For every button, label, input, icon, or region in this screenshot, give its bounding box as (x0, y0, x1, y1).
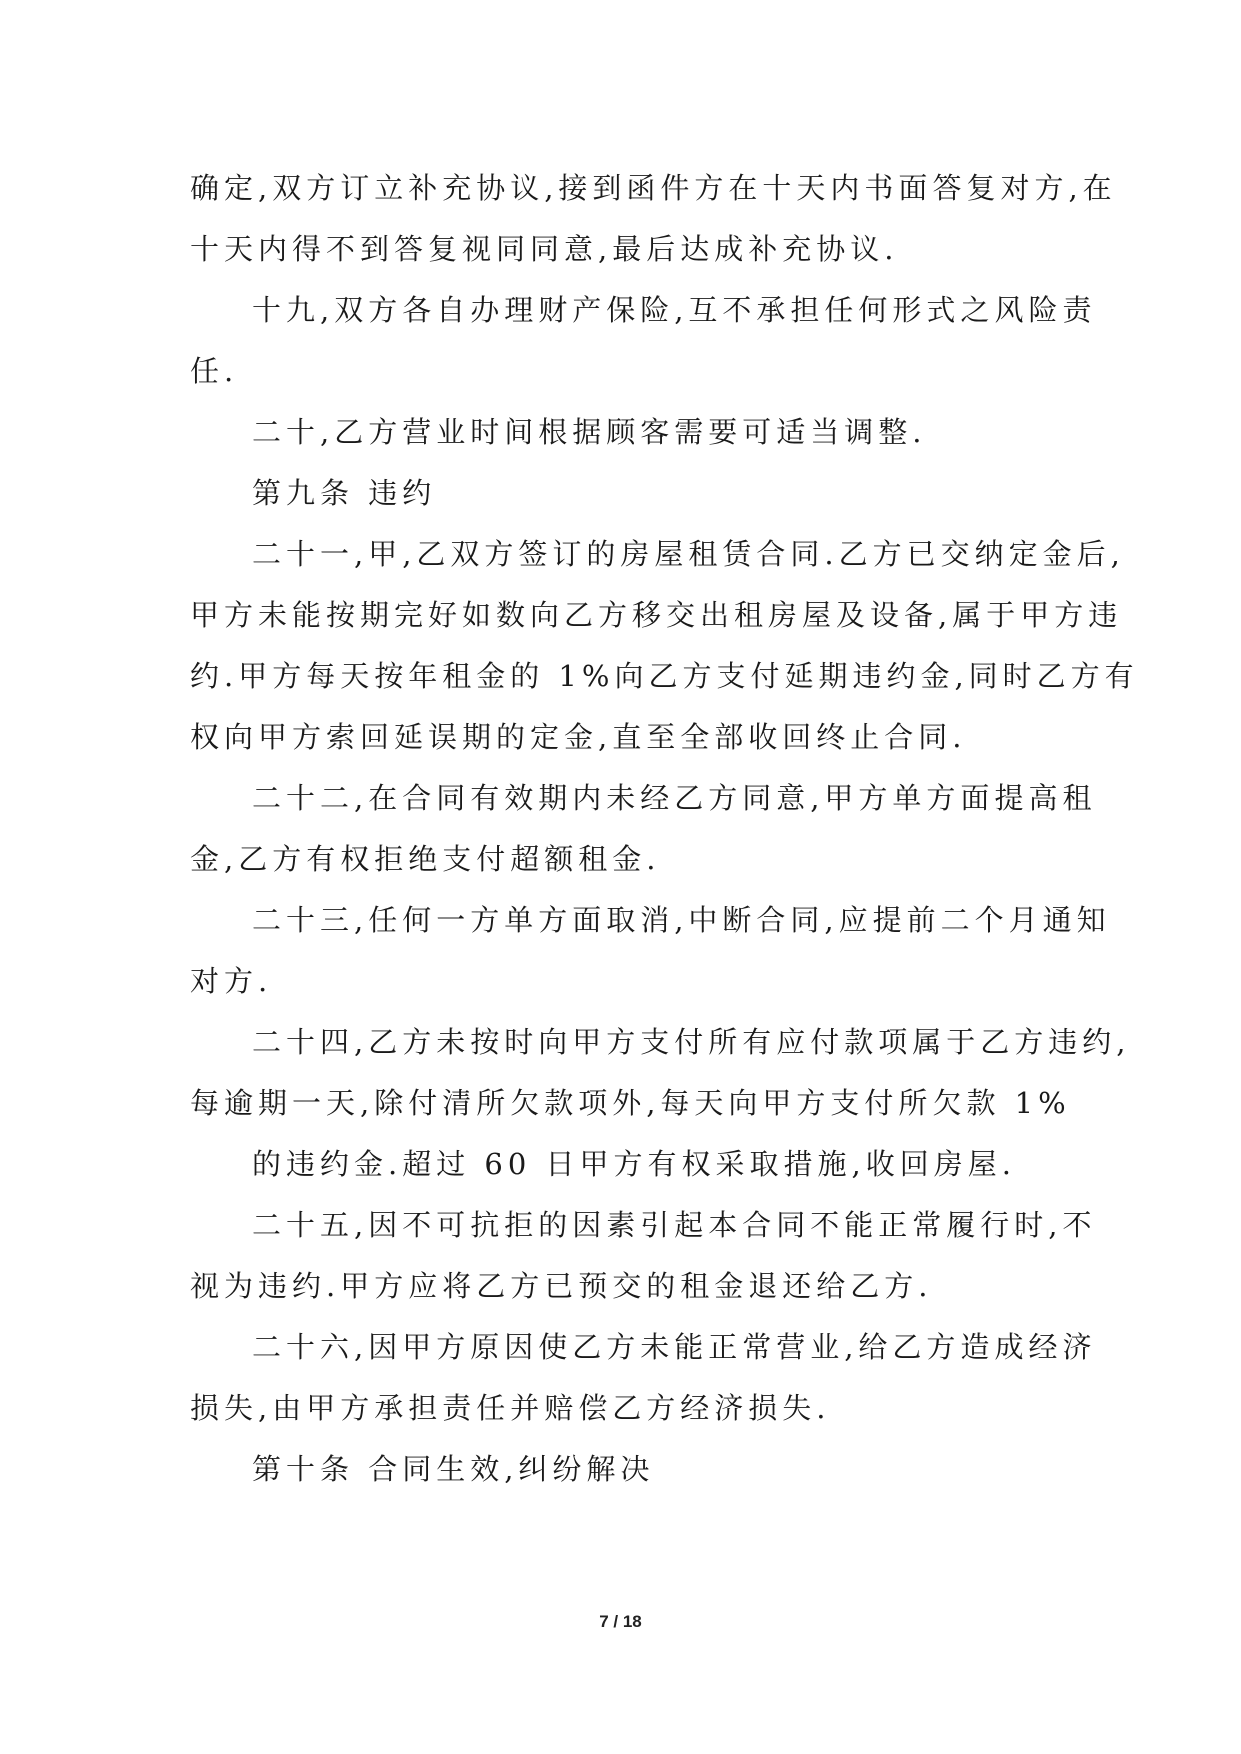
text-line: 甲方未能按期完好如数向乙方移交出租房屋及设备,属于甲方违 (190, 598, 1123, 632)
text-line: 二十二,在合同有效期内未经乙方同意,甲方单方面提高租 (252, 781, 1097, 815)
document-body (190, 158, 1139, 1500)
section-heading: 第十条 合同生效,纠纷解决 (252, 1452, 655, 1486)
text-line: 二十,乙方营业时间根据顾客需要可适当调整. (252, 415, 927, 449)
text-line: 二十六,因甲方原因使乙方未能正常营业,给乙方造成经济 (252, 1330, 1097, 1364)
text-line: 十九,双方各自办理财产保险,互不承担任何形式之风险责 (252, 293, 1097, 327)
text-line: 十天内得不到答复视同同意,最后达成补充协议. (190, 232, 899, 266)
text-line: 损失,由甲方承担责任并赔偿乙方经济损失. (190, 1391, 831, 1425)
text-line: 二十三,任何一方单方面取消,中断合同,应提前二个月通知 (252, 903, 1111, 937)
text-line: 任. (190, 354, 239, 388)
text-line: 二十一,甲,乙双方签订的房屋租赁合同.乙方已交纳定金后, (252, 537, 1125, 571)
text-line: 二十五,因不可抗拒的因素引起本合同不能正常履行时,不 (252, 1208, 1097, 1242)
text-line: 确定,双方订立补充协议,接到函件方在十天内书面答复对方,在 (190, 171, 1117, 205)
section-heading: 第九条 违约 (252, 476, 437, 510)
page-number: 7 / 18 (599, 1612, 642, 1631)
text-line: 视为违约.甲方应将乙方已预交的租金退还给乙方. (190, 1269, 933, 1303)
text-line: 对方. (190, 964, 273, 998)
text-line: 的违约金.超过 60 日甲方有权采取措施,收回房屋. (252, 1147, 1016, 1181)
text-line: 约.甲方每天按年租金的 1%向乙方支付延期违约金,同时乙方有 (190, 659, 1139, 693)
text-line: 二十四,乙方未按时向甲方支付所有应付款项属于乙方违约, (252, 1025, 1131, 1059)
text-line: 金,乙方有权拒绝支付超额租金. (190, 842, 661, 876)
text-line: 每逾期一天,除付清所欠款项外,每天向甲方支付所欠款 1% (190, 1086, 1071, 1120)
text-line: 权向甲方索回延误期的定金,直至全部收回终止合同. (190, 720, 967, 754)
